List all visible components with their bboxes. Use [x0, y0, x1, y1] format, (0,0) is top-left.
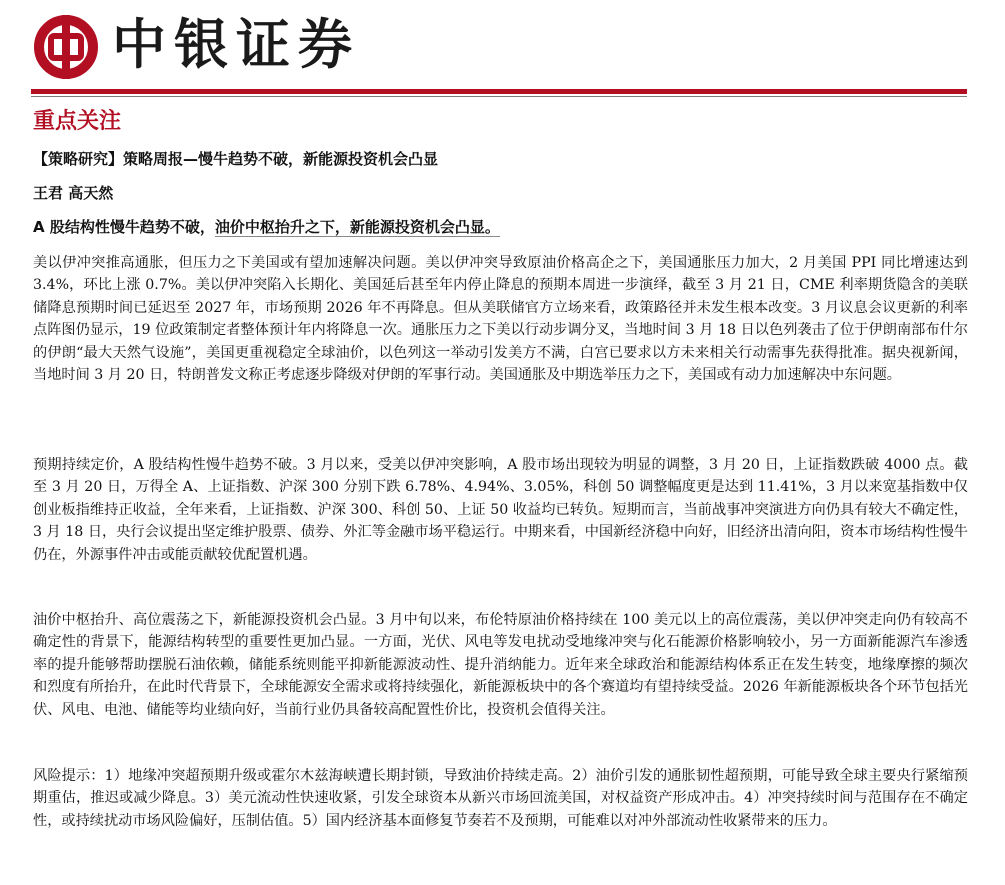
paragraph-a-share-market: 预期持续定价，A 股结构性慢牛趋势不破。3 月以来，受美以伊冲突影响，A 股市场出现较为明显的调整，3 月 20 日，上证指数跌破 4000 点。截至 3 月 20 日，万得全 A、上证指数、沪深 300 分别下跌 6.78%、4.94%、3.05%，科创 50 调整幅度更是达到 11.41%，3 月以来宽基指数中仅创业板指维持正收益，全年来看，上证指数、沪深 300、科创 50、上证 50 收益均已转负。短期而言，当前战事冲突演进方向仍具有较大不确定性，3 月 18 日，央行会议提出坚定维护股票、债券、外汇等金融市场平稳运行。中期来看，中国新经济稳中向好，旧经济出清向阳，资本市场结构性慢牛仍在，外源事件冲击或能贡献较优配置机遇。	[33, 457, 968, 563]
brand-name: 中银证券	[112, 13, 360, 76]
article-lead	[33, 215, 500, 239]
lead-part-1: A 股结构性慢牛趋势不破，	[33, 218, 215, 236]
article-authors: 王君 高天然	[33, 184, 114, 202]
article-title: 【策略研究】策略周报—慢牛趋势不破，新能源投资机会凸显	[33, 150, 439, 168]
lead-part-2: 油价中枢抬升之下，新能源投资机会凸显。	[214, 218, 500, 236]
paragraph-inflation: 美以伊冲突推高通胀，但压力之下美国或有望加速解决问题。美以伊冲突导致原油价格高企之下，美国通胀压力加大，2 月美国 PPI 同比增速达到 3.4%，环比上涨 0.7%。美以伊冲突陷入长期化、美国延后甚至年内停止降息的预期本周进一步演绎，截至 3 月 21 日，CME 利率期货隐含的美联储降息预期时间已延迟至 2027 年，市场预期 2026 年不再降息。但从美联储官方立场来看，政策路径并未发生根本改变。3 月议息会议更新的利率点阵图仍显示，19 位政策制定者整体预计年内将降息一次。通胀压力之下美以行动步调分叉，当地时间 3 月 18 日以色列袭击了位于伊朗南部布什尔的伊朗“最大天然气设施”，美国更重视稳定全球油价，以色列这一举动引发美方不满，白宫已要求以方未来相关行动需事先获得批准。据央视新闻，当地时间 3 月 20 日，特朗普发文称正考虑逐步降级对伊朗的军事行动。美国通胀及中期选举压力之下，美国或有动力加速解决中东问题。	[33, 255, 968, 384]
bank-of-china-logo-icon	[33, 14, 99, 80]
header-divider-thick	[31, 89, 967, 94]
section-title: 重点关注	[33, 109, 122, 134]
report-header	[0, 0, 1005, 100]
header-divider-thin	[31, 96, 967, 97]
paragraph-new-energy: 油价中枢抬升、高位震荡之下，新能源投资机会凸显。3 月中旬以来，布伦特原油价格持续在 100 美元以上的高位震荡，美以伊冲突走向仍有较高不确定性的背景下，能源结构转型的重要性更加凸显。一方面，光伏、风电等发电扰动受地缘冲突与化石能源价格影响较小，另一方面新能源汽车渗透率的提升能够帮助摆脱石油依赖，储能系统则能平抑新能源波动性、提升消纳能力。近年来全球政治和能源结构体系正在发生转变，地缘摩擦的频次和烈度有所抬升，在此时代背景下，全球能源安全需求或将持续强化，新能源板块中的各个赛道均有望持续受益。2026 年新能源板块各个环节包括光伏、风电、电池、储能等均业绩向好，当前行业仍具备较高配置性价比，投资机会值得关注。	[33, 612, 968, 718]
paragraph-risk-warning: 风险提示：1）地缘冲突超预期升级或霍尔木兹海峡遭长期封锁，导致油价持续走高。2）油价引发的通胀韧性超预期，可能导致全球主要央行紧缩预期重估，推迟或减少降息。3）美元流动性快速收紧，引发全球资本从新兴市场回流美国，对权益资产形成冲击。4）冲突持续时间与范围存在不确定性，或持续扰动市场风险偏好，压制估值。5）国内经济基本面修复节奏若不及预期，可能难以对冲外部流动性收紧带来的压力。	[33, 768, 968, 829]
